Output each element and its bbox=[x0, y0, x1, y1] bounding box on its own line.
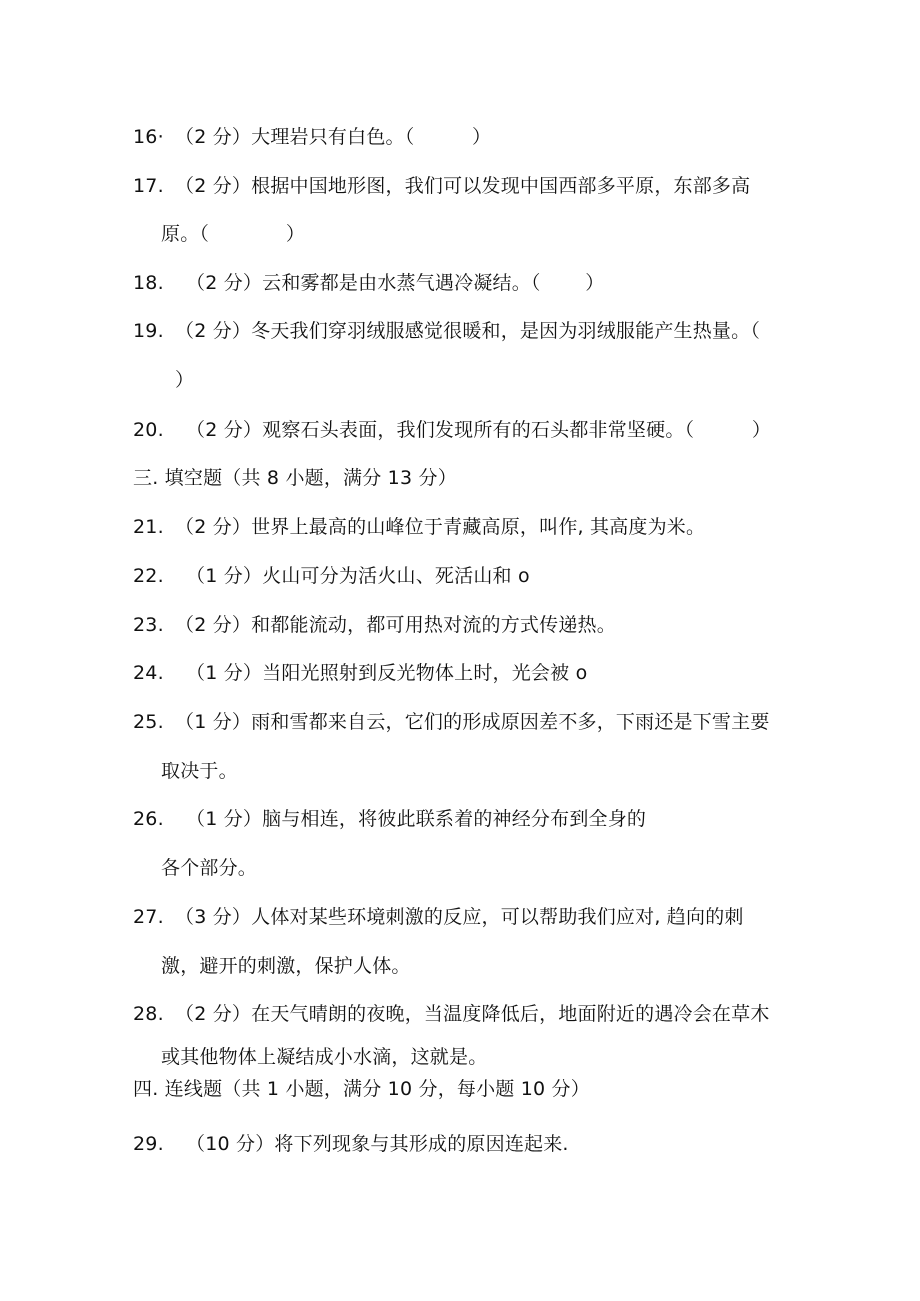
question-number: 20. bbox=[133, 419, 164, 441]
question-text: （2 分）和都能流动，都可用热对流的方式传递热。 bbox=[175, 614, 616, 636]
question-number: 16· bbox=[133, 126, 164, 148]
question-text-continued: 或其他物体上凝结成小水滴，这就是。 bbox=[161, 1046, 488, 1068]
question-number: 22. bbox=[133, 565, 164, 587]
question-text: （10 分）将下列现象与其形成的原因连起来. bbox=[186, 1133, 569, 1155]
question-text-continued: 各个部分。 bbox=[161, 857, 258, 879]
question-number: 23. bbox=[133, 614, 164, 636]
question-text: （2 分）观察石头表面，我们发现所有的石头都非常坚硬。（ ） bbox=[186, 419, 772, 441]
question-number: 25. bbox=[133, 711, 164, 733]
question-text: （2 分）根据中国地形图，我们可以发现中国西部多平原，东部多高 bbox=[175, 175, 751, 197]
question-text: （2 分）大理岩只有白色。（ ） bbox=[175, 126, 492, 148]
question-26-continuation bbox=[161, 855, 257, 881]
question-17-continuation bbox=[161, 221, 305, 247]
question-number: 21. bbox=[133, 516, 164, 538]
question-number: 29. bbox=[133, 1133, 164, 1155]
section-heading-fill-in bbox=[133, 465, 457, 491]
section-title: 四. 连线题（共 1 小题，满分 10 分，每小题 10 分） bbox=[133, 1078, 590, 1100]
question-number: 24. bbox=[133, 662, 164, 684]
question-number: 19. bbox=[133, 320, 164, 342]
question-text: （2 分）在天气晴朗的夜晚，当温度降低后，地面附近的遇冷会在草木 bbox=[175, 1003, 770, 1025]
question-number: 27. bbox=[133, 906, 164, 928]
question-text-continued: 激，避开的刺激，保护人体。 bbox=[161, 955, 411, 977]
question-number: 28. bbox=[133, 1003, 164, 1025]
question-text-continued: ） bbox=[175, 369, 195, 391]
question-number: 17. bbox=[133, 175, 164, 197]
question-number: 18. bbox=[133, 272, 164, 294]
question-text: （1 分）脑与相连，将彼此联系着的神经分布到全身的 bbox=[186, 808, 647, 830]
question-number: 26. bbox=[133, 808, 164, 830]
question-text: （1 分）雨和雪都来自云，它们的形成原因差不多，下雨还是下雪主要 bbox=[175, 711, 770, 733]
question-27-continuation bbox=[161, 953, 411, 979]
question-text: （1 分）当阳光照射到反光物体上时，光会被 o bbox=[186, 662, 588, 684]
question-28-continuation bbox=[161, 1044, 487, 1070]
question-text: （2 分）世界上最高的山峰位于青藏高原，叫作, 其高度为米。 bbox=[175, 516, 706, 538]
question-text: （2 分）冬天我们穿羽绒服感觉很暖和，是因为羽绒服能产生热量。（ bbox=[175, 320, 761, 342]
question-19-continuation bbox=[175, 367, 194, 393]
question-text: （1 分）火山可分为活火山、死活山和 o bbox=[186, 565, 530, 587]
question-25-continuation bbox=[161, 758, 238, 784]
section-title: 三. 填空题（共 8 小题，满分 13 分） bbox=[133, 467, 457, 489]
question-text-continued: 原。（ ） bbox=[161, 223, 306, 245]
section-heading-matching bbox=[133, 1076, 590, 1102]
question-text: （3 分）人体对某些环境刺激的反应，可以帮助我们应对, 趋向的刺 bbox=[175, 906, 744, 928]
question-text-continued: 取决于。 bbox=[161, 760, 238, 782]
question-text: （2 分）云和雾都是由水蒸气遇冷凝结。（ ） bbox=[186, 272, 605, 294]
